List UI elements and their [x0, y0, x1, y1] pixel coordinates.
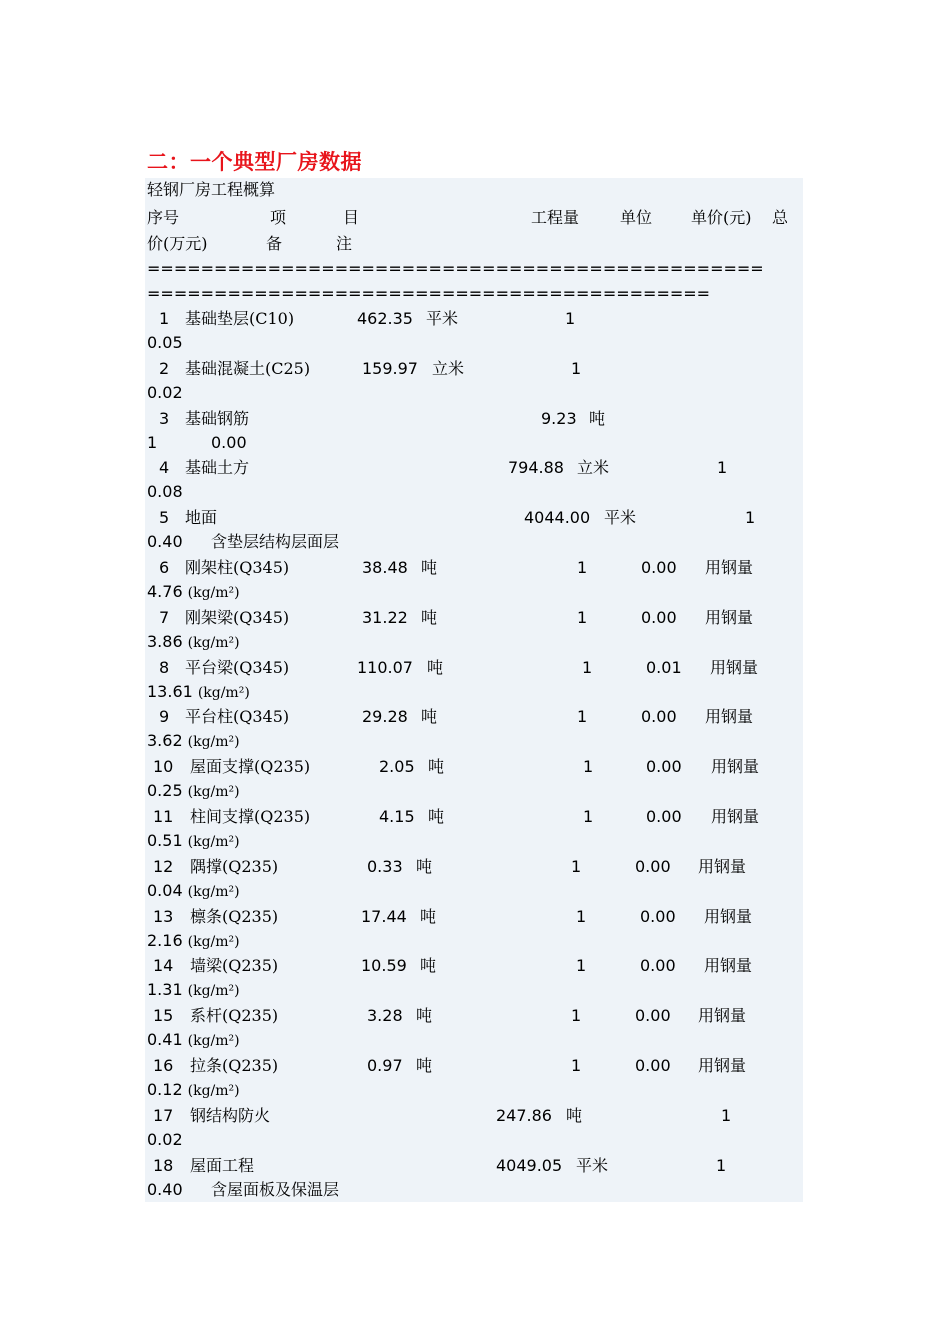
row-unit-price: 1 — [717, 458, 728, 477]
row-total: 0.01 — [646, 658, 682, 677]
row-quantity: 29.28 — [362, 707, 408, 726]
row-unit-price: 1 — [565, 309, 576, 328]
row-quantity: 10.59 — [361, 956, 407, 975]
row-remark: 用钢量 — [711, 807, 760, 826]
row-total: 0.40 — [147, 1180, 183, 1199]
row-item-name: 刚架柱(Q345) — [185, 558, 290, 577]
row-total: 0.40 — [147, 532, 183, 551]
row-unit: 吨 — [416, 857, 433, 876]
row-unit-price: 1 — [745, 508, 756, 527]
row-quantity: 4044.00 — [524, 508, 591, 527]
row-unit: 吨 — [427, 658, 444, 677]
row-unit: 吨 — [420, 956, 437, 975]
row-unit: 吨 — [428, 757, 445, 776]
row-quantity: 0.33 — [367, 857, 403, 876]
row-remark: 用钢量 — [710, 658, 759, 677]
row-total: 0.00 — [641, 558, 677, 577]
header-remark-1: 备 — [266, 234, 283, 253]
row-remark: 含垫层结构层面层 — [211, 532, 340, 551]
row-steel-usage: 13.61 — [147, 682, 193, 701]
row-remark: 用钢量 — [698, 1006, 747, 1025]
row-unit: 平米 — [426, 309, 459, 328]
row-total: 0.00 — [635, 1006, 671, 1025]
row-number: 1 — [159, 309, 170, 328]
row-steel-unit: (kg/m²) — [187, 1083, 240, 1099]
row-unit: 平米 — [604, 508, 637, 527]
row-item-name: 钢结构防火 — [190, 1106, 271, 1125]
row-unit: 吨 — [421, 608, 438, 627]
row-total: 0.00 — [646, 807, 682, 826]
row-number: 5 — [159, 508, 170, 527]
row-unit: 立米 — [432, 359, 465, 378]
row-number: 11 — [153, 807, 174, 826]
row-remark: 用钢量 — [705, 558, 754, 577]
header-seq: 序号 — [147, 208, 180, 227]
row-steel-unit: (kg/m²) — [187, 784, 240, 800]
row-unit: 平米 — [576, 1156, 609, 1175]
row-number: 14 — [153, 956, 174, 975]
row-remark: 含屋面板及保温层 — [211, 1180, 340, 1199]
header-remark-2: 注 — [336, 234, 353, 253]
row-total: 0.00 — [211, 433, 247, 452]
row-steel-unit: (kg/m²) — [187, 983, 240, 999]
row-total: 0.00 — [640, 907, 676, 926]
row-unit-price: 1 — [571, 1056, 582, 1075]
row-item-name: 基础钢筋 — [185, 409, 250, 428]
row-item-name: 基础土方 — [185, 458, 250, 477]
row-quantity: 38.48 — [362, 558, 408, 577]
row-quantity: 2.05 — [379, 757, 415, 776]
row-steel-usage: 1.31 — [147, 980, 183, 999]
row-unit-price: 1 — [576, 907, 587, 926]
row-number: 12 — [153, 857, 174, 876]
row-unit-price: 1 — [147, 433, 158, 452]
row-steel-usage: 3.62 — [147, 731, 183, 750]
row-quantity: 4049.05 — [496, 1156, 563, 1175]
row-quantity: 462.35 — [357, 309, 413, 328]
row-item-name: 柱间支撑(Q235) — [190, 807, 311, 826]
row-unit: 吨 — [589, 409, 606, 428]
row-item-name: 檩条(Q235) — [190, 907, 279, 926]
row-number: 17 — [153, 1106, 174, 1125]
row-steel-usage: 2.16 — [147, 931, 183, 950]
row-remark: 用钢量 — [711, 757, 760, 776]
row-total: 0.05 — [147, 333, 183, 352]
row-steel-unit: (kg/m²) — [197, 685, 250, 701]
row-unit: 吨 — [420, 907, 437, 926]
row-steel-usage: 0.04 — [147, 881, 183, 900]
row-steel-unit: (kg/m²) — [187, 734, 240, 750]
row-number: 13 — [153, 907, 174, 926]
row-unit: 吨 — [416, 1056, 433, 1075]
row-total: 0.00 — [635, 857, 671, 876]
row-number: 8 — [159, 658, 170, 677]
row-total: 0.00 — [635, 1056, 671, 1075]
row-unit: 立米 — [577, 458, 610, 477]
row-unit-price: 1 — [577, 558, 588, 577]
row-unit-price: 1 — [571, 359, 582, 378]
row-unit-price: 1 — [582, 658, 593, 677]
row-unit-price: 1 — [721, 1106, 732, 1125]
row-total: 0.08 — [147, 482, 183, 501]
row-steel-unit: (kg/m²) — [187, 934, 240, 950]
separator-line: ========================================== — [147, 284, 711, 303]
row-number: 7 — [159, 608, 170, 627]
row-unit-price: 1 — [577, 707, 588, 726]
header-item-1: 项 — [270, 208, 287, 227]
row-item-name: 屋面工程 — [190, 1156, 255, 1175]
row-steel-unit: (kg/m²) — [187, 834, 240, 850]
row-item-name: 平台梁(Q345) — [185, 658, 290, 677]
row-quantity: 159.97 — [362, 359, 418, 378]
header-price: 单价(元) — [691, 208, 752, 227]
row-item-name: 墙梁(Q235) — [190, 956, 279, 975]
row-number: 2 — [159, 359, 170, 378]
row-total: 0.02 — [147, 383, 183, 402]
row-steel-usage: 0.51 — [147, 831, 183, 850]
row-steel-usage: 0.41 — [147, 1030, 183, 1049]
row-unit: 吨 — [416, 1006, 433, 1025]
row-item-name: 平台柱(Q345) — [185, 707, 290, 726]
row-item-name: 刚架梁(Q345) — [185, 608, 290, 627]
row-quantity: 3.28 — [367, 1006, 403, 1025]
row-unit: 吨 — [421, 707, 438, 726]
row-quantity: 247.86 — [496, 1106, 552, 1125]
row-remark: 用钢量 — [698, 1056, 747, 1075]
row-item-name: 屋面支撑(Q235) — [190, 757, 311, 776]
row-quantity: 17.44 — [361, 907, 407, 926]
row-steel-usage: 4.76 — [147, 582, 183, 601]
row-total: 0.00 — [641, 608, 677, 627]
row-unit: 吨 — [421, 558, 438, 577]
section-heading: 二：一个典型厂房数据 — [147, 149, 362, 174]
row-unit-price: 1 — [571, 1006, 582, 1025]
row-unit-price: 1 — [571, 857, 582, 876]
row-item-name: 基础混凝土(C25) — [185, 359, 311, 378]
row-unit-price: 1 — [577, 608, 588, 627]
row-quantity: 4.15 — [379, 807, 415, 826]
row-quantity: 9.23 — [541, 409, 577, 428]
row-remark: 用钢量 — [698, 857, 747, 876]
row-steel-usage: 0.25 — [147, 781, 183, 800]
row-number: 6 — [159, 558, 170, 577]
row-quantity: 110.07 — [357, 658, 413, 677]
row-total: 0.00 — [640, 956, 676, 975]
row-steel-unit: (kg/m²) — [187, 635, 240, 651]
row-number: 4 — [159, 458, 170, 477]
row-number: 3 — [159, 409, 170, 428]
header-item-2: 目 — [343, 208, 360, 227]
row-total: 0.02 — [147, 1130, 183, 1149]
header-total-2: 价(万元) — [147, 234, 208, 253]
row-remark: 用钢量 — [704, 956, 753, 975]
row-unit: 吨 — [428, 807, 445, 826]
row-remark: 用钢量 — [705, 707, 754, 726]
row-steel-usage: 3.86 — [147, 632, 183, 651]
row-number: 10 — [153, 757, 174, 776]
row-item-name: 地面 — [185, 508, 218, 527]
header-total-1: 总 — [772, 208, 789, 227]
row-unit-price: 1 — [576, 956, 587, 975]
row-steel-unit: (kg/m²) — [187, 1033, 240, 1049]
row-quantity: 31.22 — [362, 608, 408, 627]
header-unit: 单位 — [620, 208, 653, 227]
row-total: 0.00 — [641, 707, 677, 726]
row-unit-price: 1 — [583, 807, 594, 826]
row-quantity: 794.88 — [508, 458, 564, 477]
row-steel-unit: (kg/m²) — [187, 585, 240, 601]
row-unit: 吨 — [566, 1106, 583, 1125]
row-item-name: 隅撑(Q235) — [190, 857, 279, 876]
row-quantity: 0.97 — [367, 1056, 403, 1075]
separator-line: ============================================== — [147, 259, 764, 278]
row-number: 16 — [153, 1056, 174, 1075]
row-number: 15 — [153, 1006, 174, 1025]
row-number: 18 — [153, 1156, 174, 1175]
row-unit-price: 1 — [716, 1156, 727, 1175]
row-item-name: 拉条(Q235) — [190, 1056, 279, 1075]
row-item-name: 基础垫层(C10) — [185, 309, 295, 328]
document-title: 轻钢厂房工程概算 — [147, 180, 276, 199]
row-total: 0.00 — [646, 757, 682, 776]
row-remark: 用钢量 — [704, 907, 753, 926]
row-steel-unit: (kg/m²) — [187, 884, 240, 900]
row-item-name: 系杆(Q235) — [190, 1006, 279, 1025]
row-number: 9 — [159, 707, 170, 726]
row-remark: 用钢量 — [705, 608, 754, 627]
row-steel-usage: 0.12 — [147, 1080, 183, 1099]
header-qty: 工程量 — [531, 208, 580, 227]
row-unit-price: 1 — [583, 757, 594, 776]
